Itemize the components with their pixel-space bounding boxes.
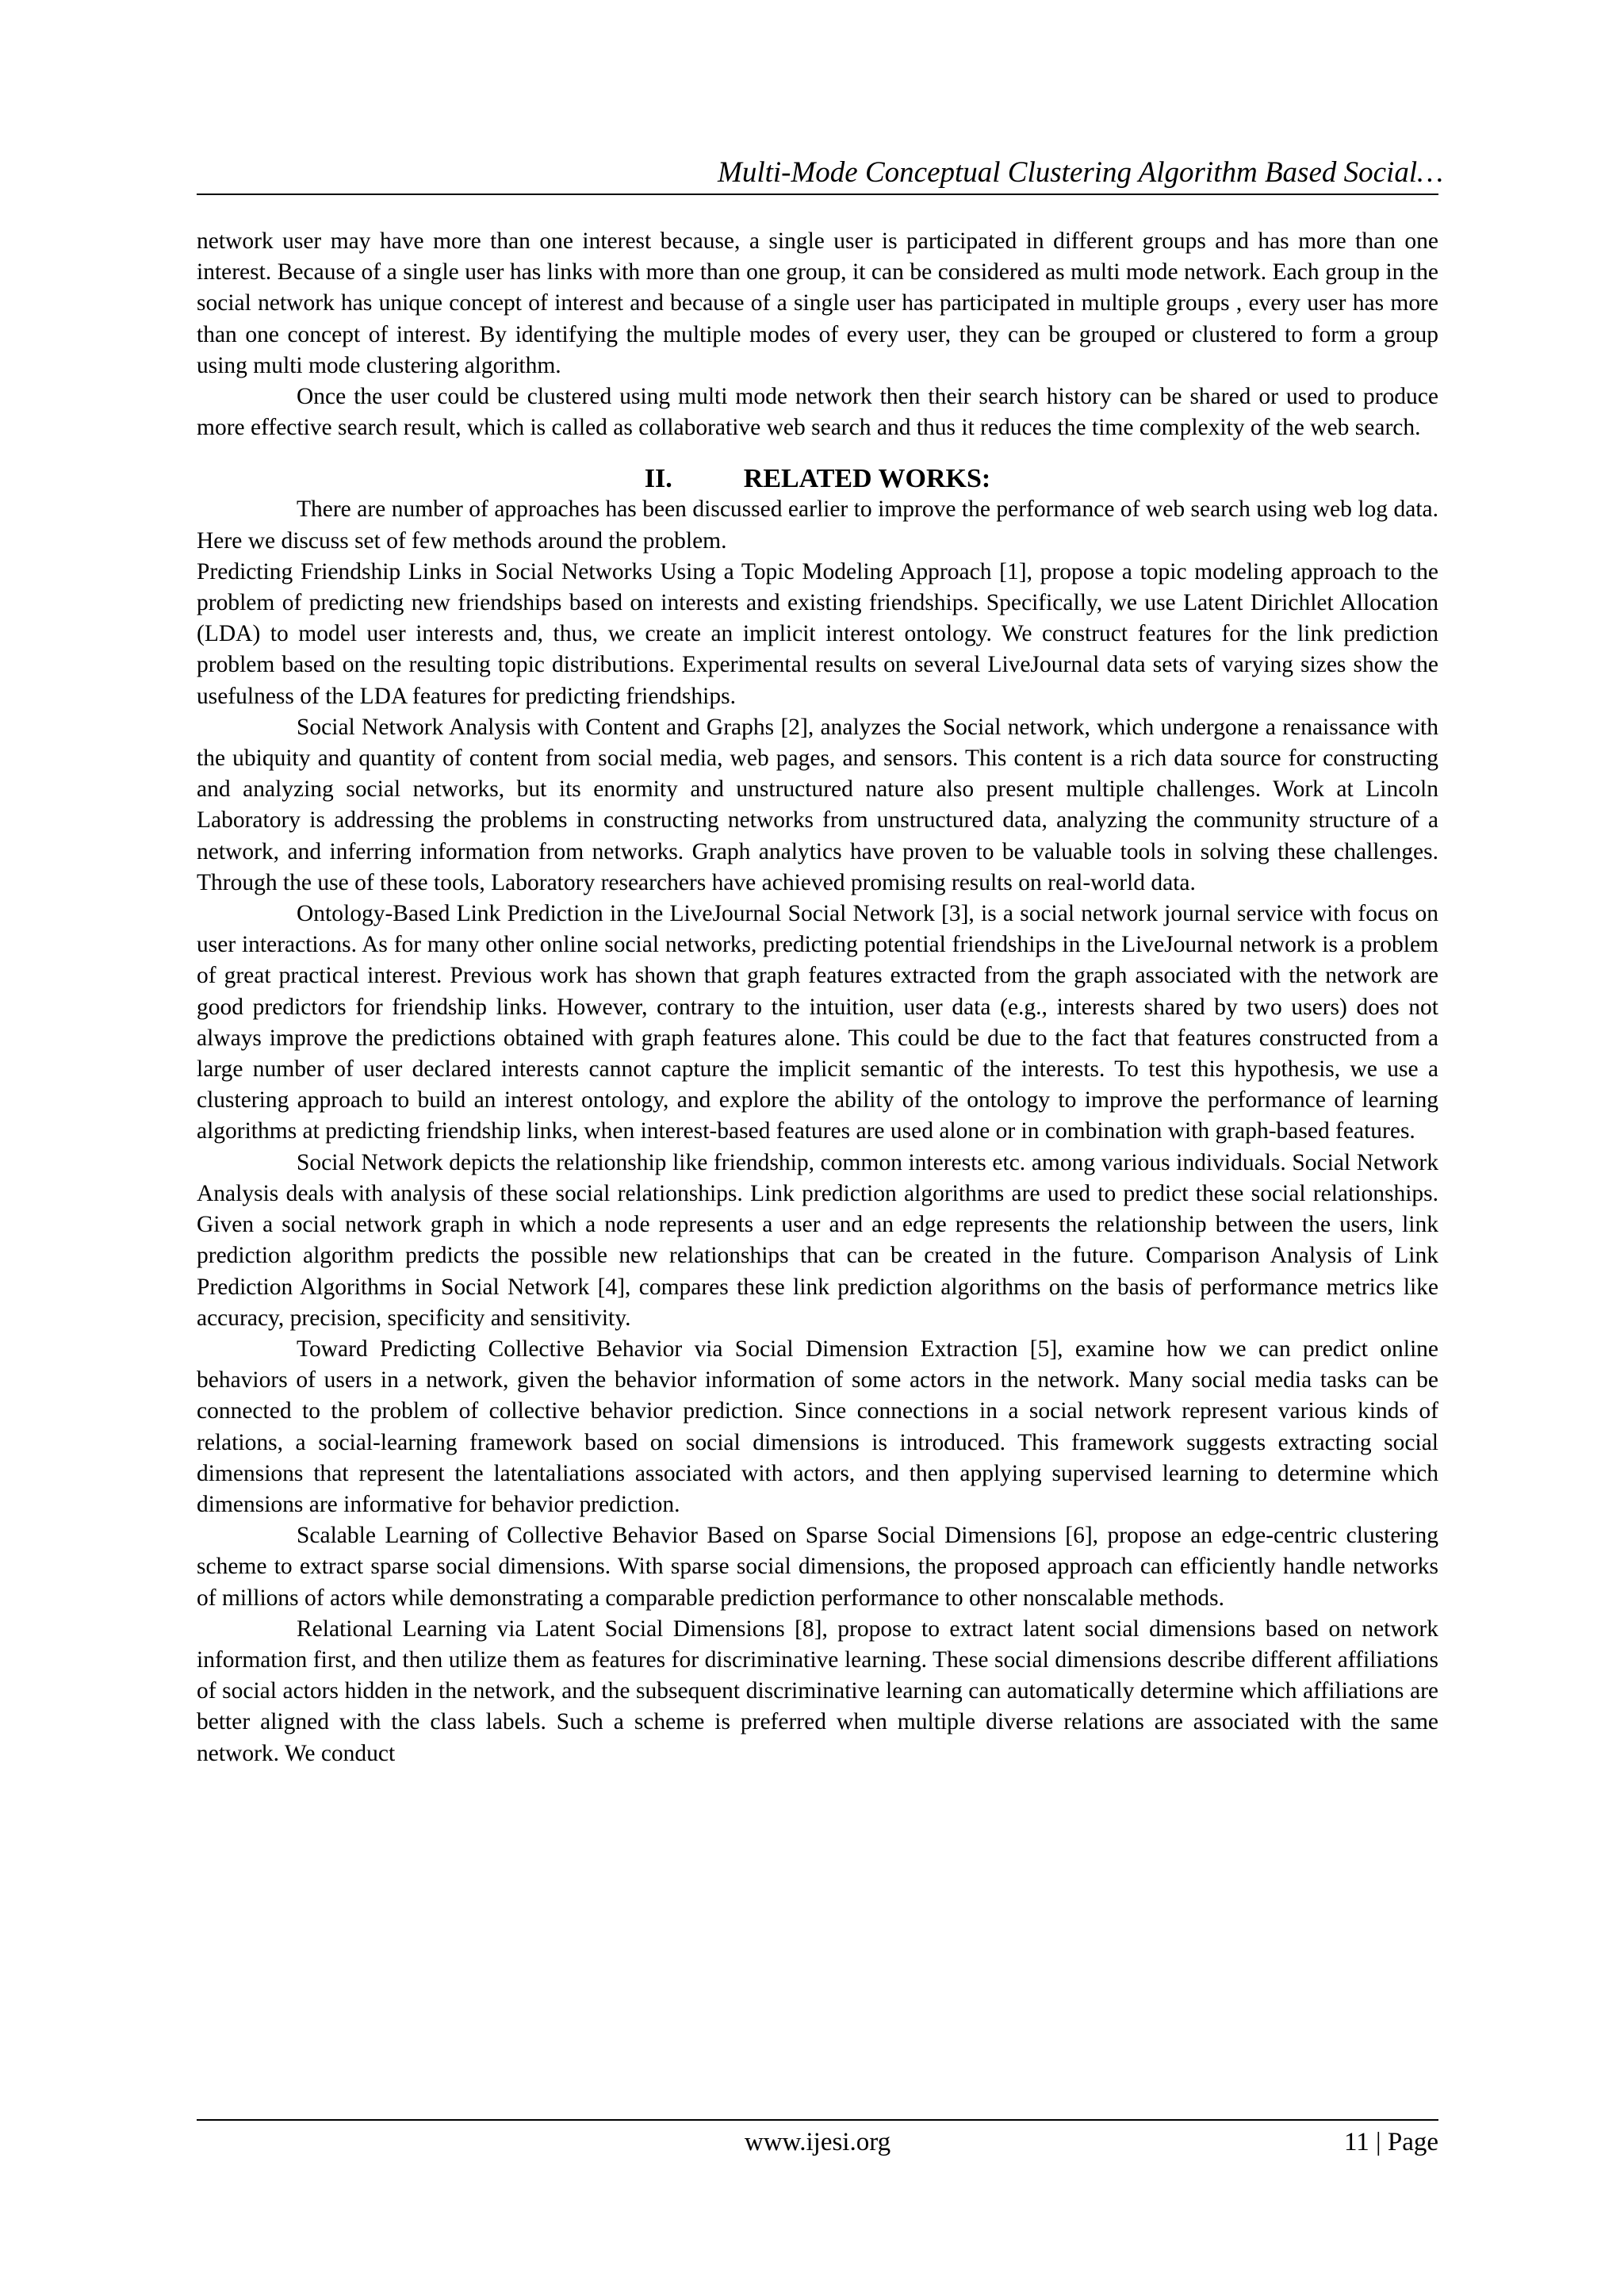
body-text <box>197 226 1438 1769</box>
running-header-title: Multi-Mode Conceptual Clustering Algorithm Based Social… <box>718 156 1443 189</box>
paragraph-related-3: Ontology-Based Link Prediction in the LiveJournal Social Network [3], is a social network journal service with focus on user interactions. As for many other online social networks, predicting potential friendships in the LiveJournal network is a problem of great practical interest. Previous work has shown that graph features extracted from the graph associated with the network are good predictors for friendship links. However, contrary to the intuition, user data (e.g., interests shared by two users) does not always improve the predictions obtained with graph features alone. This could be due to the fact that features constructed from a large number of user declared interests cannot capture the implicit semantic of the interests. To test this hypothesis, we use a clustering approach to build an interest ontology, and explore the ability of the ontology to improve the performance of learning algorithms at predicting friendship links, when interest-based features are used alone or in combination with graph-based features. <box>197 901 1438 1144</box>
paragraph-related-5: Toward Predicting Collective Behavior via Social Dimension Extraction [5], examine how we can predict online behaviors of users in a network, given the behavior information of some actors in the network. Many social media tasks can be connected to the problem of collective behavior prediction. Since connections in a social network represent various kinds of relations, a social-learning framework based on social dimensions is introduced. This framework suggests extracting social dimensions that represent the latentaliations associated with actors, and then applying supervised learning to determine which dimensions are informative for behavior prediction. <box>197 1336 1438 1517</box>
header-rule <box>197 194 1438 195</box>
section-number: II. <box>644 464 672 494</box>
paragraph-intro-continuation: network user may have more than one interest because, a single user is participated in different groups and has more than one interest. Because of a single user has links with more than one group, it can be considered as multi mode network. Each group in the social network has unique concept of interest and because of a single user has participated in multiple groups , every user has more than one concept of interest. By identifying the multiple modes of every user, they can be grouped or clustered to form a group using multi mode clustering algorithm. <box>197 228 1438 378</box>
paragraph-related-6: Scalable Learning of Collective Behavior Based on Sparse Social Dimensions [6], propose an edge-centric clustering scheme to extract sparse social dimensions. With sparse social dimensions, the proposed approach can efficiently handle networks of millions of actors while demonstrating a comparable prediction performance to other nonscalable methods. <box>197 1523 1438 1611</box>
footer-website: www.ijesi.org <box>744 2128 891 2156</box>
footer-page-number: 11 | Page <box>1343 2128 1438 2156</box>
paragraph-related-2: Social Network Analysis with Content and Graphs [2], analyzes the Social network, which undergone a renaissance with the ubiquity and quantity of content from social media, web pages, and sensors. This content is a rich data source for constructing and analyzing social networks, but its enormity and unstructured nature also present multiple challenges. Work at Lincoln Laboratory is addressing the problems in constructing networks from unstructured data, analyzing the community structure of a network, and inferring information from networks. Graph analytics have proven to be valuable tools in solving these challenges. Through the use of these tools, Laboratory researchers have achieved promising results on real-world data. <box>197 714 1438 895</box>
paragraph-related-intro: There are number of approaches has been discussed earlier to improve the performance of web search using web log data. Here we discuss set of few methods around the problem. <box>197 496 1438 554</box>
paragraph-related-4: Social Network depicts the relationship like friendship, common interests etc. among various individuals. Social Network Analysis deals with analysis of these social relationships. Link prediction algorithms are used to predict these social relationships. Given a social network graph in which a node represents a user and an edge represents the relationship between the users, link prediction algorithm predicts the possible new relationships that can be created in the future. Comparison Analysis of Link Prediction Algorithms in Social Network [4], compares these link prediction algorithms on the basis of performance metrics like accuracy, precision, specificity and sensitivity. <box>197 1149 1438 1331</box>
section-heading <box>197 463 1438 494</box>
section-title: RELATED WORKS: <box>743 464 991 494</box>
paragraph-intro-collaborative-search: Once the user could be clustered using multi mode network then their search history can be shared or used to produce more effective search result, which is called as collaborative web search and thus it reduces the time complexity of the web search. <box>197 384 1438 441</box>
footer-rule <box>197 2119 1438 2121</box>
paragraph-related-8: Relational Learning via Latent Social Dimensions [8], propose to extract latent social dimensions based on network information first, and then utilize them as features for discriminative learning. These social dimensions describe different affiliations of social actors hidden in the network, and the subsequent discriminative learning can automatically determine which affiliations are better aligned with the class labels. Such a scheme is preferred when multiple diverse relations are associated with the same network. We conduct <box>197 1616 1438 1766</box>
paragraph-related-1: Predicting Friendship Links in Social Networks Using a Topic Modeling Approach [1], propose a topic modeling approach to the problem of predicting new friendships based on interests and existing friendships. Specifically, we use Latent Dirichlet Allocation (LDA) to model user interests and, thus, we create an implicit interest ontology. We construct features for the link prediction problem based on the resulting topic distributions. Experimental results on several LiveJournal data sets of varying sizes show the usefulness of the LDA features for predicting friendships. <box>197 558 1438 709</box>
